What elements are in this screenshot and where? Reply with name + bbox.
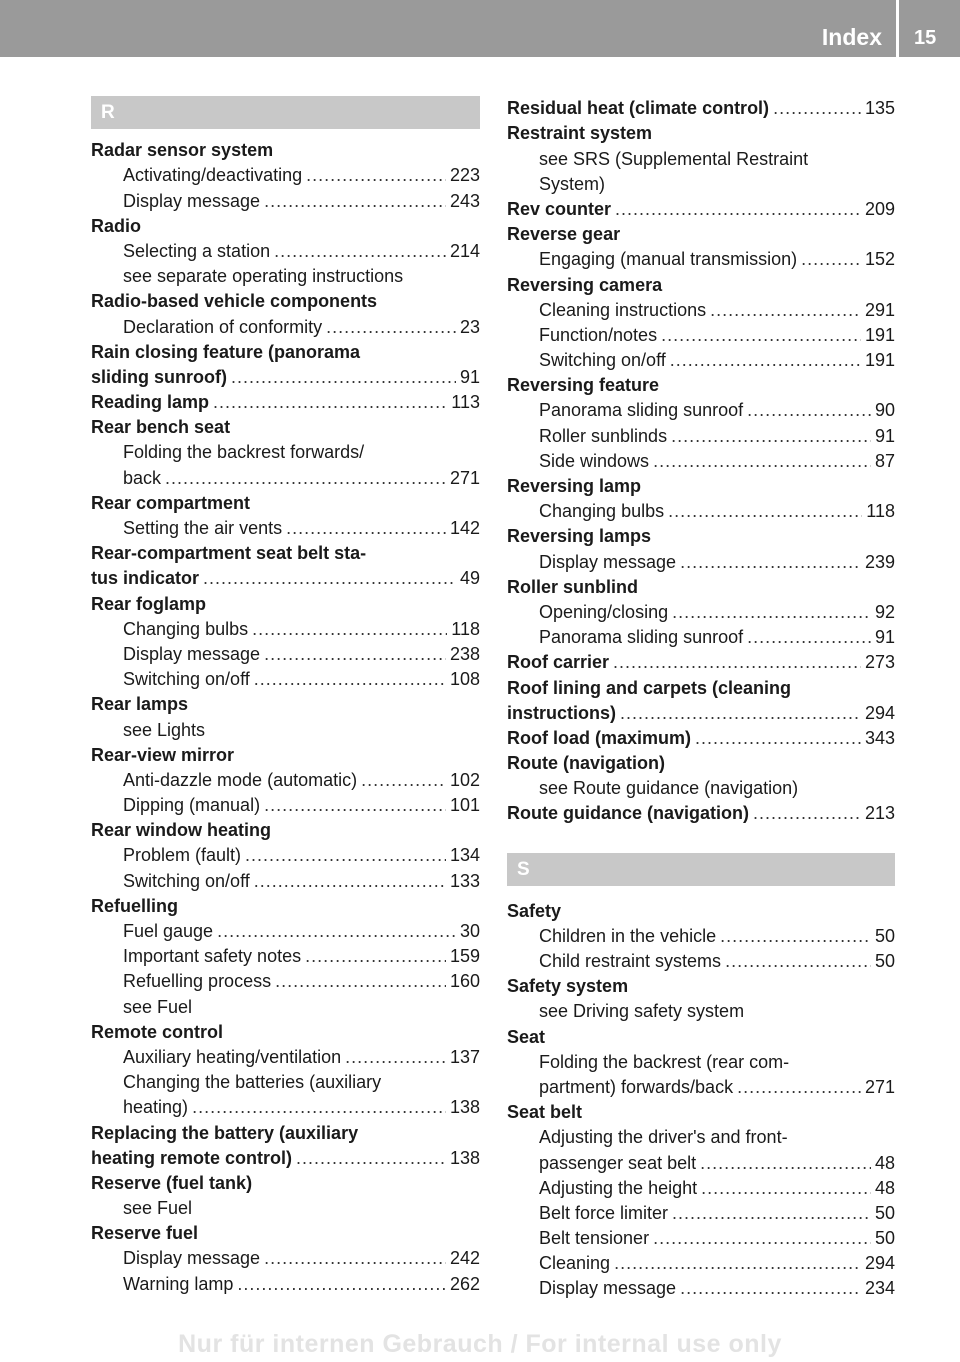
index-entry xyxy=(507,801,895,826)
entry-label: Adjusting the height xyxy=(539,1177,698,1198)
page-reference: 23 xyxy=(459,316,480,337)
entry-label: Function/notes xyxy=(539,324,658,345)
entry-label: see separate operating instructions xyxy=(123,266,404,287)
page-reference: 152 xyxy=(864,249,895,270)
leader-dots xyxy=(747,625,871,650)
letter-heading: S xyxy=(507,853,895,886)
index-subentry xyxy=(91,1070,480,1095)
index-entry xyxy=(91,365,480,390)
leader-dots xyxy=(720,924,871,949)
index-subentry xyxy=(507,1150,895,1175)
page-reference: 239 xyxy=(864,551,895,572)
index-subentry xyxy=(91,667,480,692)
page-reference: 50 xyxy=(874,1202,895,1223)
index-entry xyxy=(91,138,480,163)
index-entry xyxy=(507,272,895,297)
page-reference: 294 xyxy=(864,702,895,723)
entry-label: see SRS (Supplemental Restraint xyxy=(539,148,809,169)
page-reference: 343 xyxy=(864,727,895,748)
leader-dots xyxy=(773,96,861,121)
index-subentry xyxy=(507,449,895,474)
entry-label: Engaging (manual transmission) xyxy=(539,249,798,270)
entry-label: Route (navigation) xyxy=(507,753,665,774)
entry-label: Route guidance (navigation) xyxy=(507,803,750,824)
index-subentry xyxy=(507,1226,895,1251)
letter-heading: R xyxy=(91,96,480,129)
leader-dots xyxy=(286,516,446,541)
index-subentry xyxy=(507,298,895,323)
index-subentry xyxy=(507,776,895,801)
index-entry xyxy=(507,675,895,700)
index-entry xyxy=(507,701,895,726)
leader-dots xyxy=(217,919,456,944)
entry-label: see Route guidance (navigation) xyxy=(539,778,799,799)
entry-label: Residual heat (climate control) xyxy=(507,98,770,119)
page-reference: 234 xyxy=(864,1278,895,1299)
page-reference: 49 xyxy=(459,568,480,589)
entry-label: Panorama sliding sunroof xyxy=(539,400,744,421)
index-subentry xyxy=(91,188,480,213)
entry-label: Rear-compartment seat belt sta- xyxy=(91,543,367,564)
index-entry xyxy=(507,751,895,776)
entry-label: Reversing feature xyxy=(507,375,660,396)
entry-label: Rev counter xyxy=(507,198,612,219)
entry-label: Radar sensor system xyxy=(91,140,274,161)
leader-dots xyxy=(653,1226,871,1251)
entry-label: Safety system xyxy=(507,976,629,997)
entry-label: Seat belt xyxy=(507,1102,583,1123)
entry-label: Folding the backrest forwards/ xyxy=(123,442,365,463)
index-subentry xyxy=(91,919,480,944)
page-reference: 291 xyxy=(864,299,895,320)
page-reference: 294 xyxy=(864,1253,895,1274)
entry-label: see Driving safety system xyxy=(539,1001,745,1022)
index-entry xyxy=(91,818,480,843)
index-entry xyxy=(507,1024,895,1049)
index-subentry xyxy=(91,314,480,339)
page-reference: 91 xyxy=(459,366,480,387)
leader-dots xyxy=(345,1045,446,1070)
entry-label: Replacing the battery (auxiliary xyxy=(91,1122,359,1143)
leader-dots xyxy=(671,424,871,449)
leader-dots xyxy=(245,843,446,868)
index-subentry xyxy=(507,600,895,625)
entry-label: instructions) xyxy=(507,702,617,723)
leader-dots xyxy=(165,466,446,491)
entry-label: Child restraint systems xyxy=(539,951,722,971)
index-entry xyxy=(507,373,895,398)
leader-dots xyxy=(680,550,861,575)
entry-label: Roof lining and carpets (cleaning xyxy=(507,677,792,698)
index-entry xyxy=(91,390,480,415)
leader-dots xyxy=(670,348,861,373)
index-subentry xyxy=(507,172,895,197)
entry-label: Rear bench seat xyxy=(91,417,231,438)
index-subentry xyxy=(507,1201,895,1226)
page-reference: 271 xyxy=(864,1076,895,1097)
page-reference: 243 xyxy=(449,190,480,211)
entry-label: back xyxy=(123,467,162,488)
page-reference: 87 xyxy=(874,450,895,471)
entry-label: Declaration of conformity xyxy=(123,316,323,337)
leader-dots xyxy=(213,390,447,415)
leader-dots xyxy=(701,1176,871,1201)
entry-label: passenger seat belt xyxy=(539,1152,697,1173)
index-entry xyxy=(507,898,895,923)
index-subentry xyxy=(507,549,895,574)
index-subentry xyxy=(91,843,480,868)
leader-dots xyxy=(700,1151,871,1176)
leader-dots xyxy=(264,793,446,818)
leader-dots xyxy=(237,1272,446,1297)
page-number: 15 xyxy=(914,27,937,49)
entry-label: Anti-dazzle mode (automatic) xyxy=(123,769,358,790)
index-subentry xyxy=(507,999,895,1024)
page-reference: 142 xyxy=(449,518,480,538)
entry-label: Reverse gear xyxy=(507,224,621,245)
entry-label: Changing the batteries (auxiliary xyxy=(123,1072,382,1093)
page-reference: 160 xyxy=(449,971,480,992)
entry-label: see Fuel xyxy=(123,1198,193,1219)
index-subentry xyxy=(91,1271,480,1296)
index-subentry xyxy=(91,969,480,994)
page-reference: 102 xyxy=(449,769,480,790)
entry-label: Remote control xyxy=(91,1021,224,1042)
page-header xyxy=(0,0,960,57)
page-reference: 191 xyxy=(864,350,895,371)
leader-dots xyxy=(275,969,446,994)
leader-dots xyxy=(753,801,861,826)
entry-label: Dipping (manual) xyxy=(123,795,261,816)
entry-label: Radio-based vehicle components xyxy=(91,291,378,312)
index-entry xyxy=(507,1100,895,1125)
page-reference: 191 xyxy=(864,324,895,345)
page-reference: 48 xyxy=(874,1177,895,1198)
index-entry xyxy=(91,692,480,717)
page-reference: 108 xyxy=(449,669,480,690)
leader-dots xyxy=(305,944,446,969)
index-entry xyxy=(91,1171,480,1196)
entry-label: see Lights xyxy=(123,719,206,740)
index-subentry xyxy=(507,348,895,373)
index-subentry xyxy=(91,465,480,490)
entry-label: Rear lamps xyxy=(91,694,189,715)
leader-dots xyxy=(326,315,456,340)
index-column-right xyxy=(507,96,895,1301)
entry-label: Reversing lamp xyxy=(507,476,642,496)
page-reference: 209 xyxy=(864,198,895,219)
leader-dots xyxy=(254,667,446,692)
watermark: Nur für internen Gebrauch / For internal use only xyxy=(178,1330,782,1358)
leader-dots xyxy=(725,949,871,974)
index-subentry xyxy=(91,994,480,1019)
entry-label: Warning lamp xyxy=(123,1273,234,1294)
leader-dots xyxy=(192,1095,446,1120)
index-subentry xyxy=(91,440,480,465)
index-subentry xyxy=(507,423,895,448)
index-entry xyxy=(91,591,480,616)
index-subentry xyxy=(91,264,480,289)
entry-label: Opening/closing xyxy=(539,601,669,622)
index-subentry xyxy=(91,1246,480,1271)
index-entry xyxy=(507,121,895,146)
index-subentry xyxy=(91,1196,480,1221)
entry-label: System) xyxy=(539,173,606,194)
entry-label: partment) forwards/back xyxy=(539,1076,734,1097)
page-reference: 118 xyxy=(866,501,895,522)
leader-dots xyxy=(747,398,871,423)
entry-label: Changing bulbs xyxy=(539,501,665,522)
index-subentry xyxy=(91,239,480,264)
page-reference: 48 xyxy=(874,1152,895,1173)
index-subentry xyxy=(91,768,480,793)
index-entry xyxy=(507,974,895,999)
leader-dots xyxy=(672,600,871,625)
index-column-left xyxy=(91,96,480,1297)
entry-label: Roller sunblind xyxy=(507,576,639,597)
leader-dots xyxy=(737,1075,861,1100)
index-subentry xyxy=(507,247,895,272)
entry-label: Cleaning instructions xyxy=(539,299,707,320)
leader-dots xyxy=(620,701,861,726)
page-reference: 135 xyxy=(864,98,895,119)
entry-label: Reserve fuel xyxy=(91,1223,199,1244)
page-reference: 242 xyxy=(449,1248,480,1269)
entry-label: Activating/deactivating xyxy=(123,165,303,186)
page-reference: 137 xyxy=(449,1046,480,1067)
entry-label: Selecting a station xyxy=(123,240,271,261)
page-reference: 50 xyxy=(874,1228,895,1249)
page-reference: 223 xyxy=(449,165,480,186)
index-entry xyxy=(91,340,480,365)
index-subentry xyxy=(507,499,895,524)
index-entry xyxy=(507,726,895,751)
leader-dots xyxy=(274,239,446,264)
leader-dots xyxy=(672,1201,871,1226)
page-reference: 213 xyxy=(864,803,895,824)
leader-dots xyxy=(695,726,861,751)
index-subentry xyxy=(507,625,895,650)
entry-label: Reversing camera xyxy=(507,274,663,295)
leader-dots xyxy=(661,323,861,348)
index-subentry xyxy=(91,163,480,188)
entry-label: Side windows xyxy=(539,450,650,471)
index-subentry xyxy=(91,516,480,541)
entry-label: Seat xyxy=(507,1026,546,1047)
page-reference: 30 xyxy=(459,921,480,941)
entry-label: sliding sunroof) xyxy=(91,366,227,387)
entry-label: Cleaning xyxy=(539,1253,611,1274)
entry-label: Reversing lamps xyxy=(507,526,652,547)
entry-label: Changing bulbs xyxy=(123,618,249,639)
entry-label: Rear compartment xyxy=(91,492,251,513)
index-entry xyxy=(91,1020,480,1045)
entry-label: Rear window heating xyxy=(91,820,272,841)
entry-label: Refuelling xyxy=(91,895,179,916)
leader-dots xyxy=(614,1251,861,1276)
leader-dots xyxy=(264,1246,446,1271)
leader-dots xyxy=(231,365,456,390)
page-reference: 118 xyxy=(451,618,480,639)
index-entry xyxy=(91,743,480,768)
page-reference: 91 xyxy=(874,425,895,446)
leader-dots xyxy=(653,449,871,474)
page-reference: 134 xyxy=(449,845,480,866)
entry-label: Display message xyxy=(539,1278,677,1299)
leader-dots xyxy=(615,197,861,222)
index-entry xyxy=(507,474,895,499)
leader-dots xyxy=(668,499,862,524)
index-entry xyxy=(91,491,480,516)
page-reference: 90 xyxy=(874,400,895,421)
entry-label: see Fuel xyxy=(123,996,193,1017)
entry-label: Display message xyxy=(123,190,261,211)
entry-label: Auxiliary heating/ventilation xyxy=(123,1046,342,1067)
entry-label: Display message xyxy=(123,643,261,664)
page-reference: 271 xyxy=(449,467,480,488)
entry-label: Display message xyxy=(123,1248,261,1269)
leader-dots xyxy=(254,869,446,894)
index-entry xyxy=(507,575,895,600)
index-entry xyxy=(91,894,480,919)
leader-dots xyxy=(203,566,456,591)
entry-label: Setting the air vents xyxy=(123,518,283,538)
entry-label: Fuel gauge xyxy=(123,921,214,941)
entry-label: Important safety notes xyxy=(123,946,302,967)
page-reference: 133 xyxy=(449,870,480,891)
index-subentry xyxy=(507,1075,895,1100)
index-subentry xyxy=(91,642,480,667)
entry-label: Children in the vehicle xyxy=(539,925,717,946)
index-entry xyxy=(507,650,895,675)
index-entry xyxy=(91,214,480,239)
index-subentry xyxy=(507,949,895,974)
entry-label: Folding the backrest (rear com- xyxy=(539,1051,790,1072)
index-entry xyxy=(91,1221,480,1246)
index-subentry xyxy=(507,1050,895,1075)
entry-label: Display message xyxy=(539,551,677,572)
index-entry xyxy=(507,524,895,549)
entry-label: Switching on/off xyxy=(123,669,250,690)
page-reference: 238 xyxy=(449,643,480,664)
page-reference: 159 xyxy=(449,946,480,967)
page-reference: 50 xyxy=(874,925,895,946)
page-reference: 92 xyxy=(874,601,895,622)
entry-label: Radio xyxy=(91,215,142,236)
leader-dots xyxy=(613,650,861,675)
index-subentry xyxy=(91,944,480,969)
entry-label: Roof carrier xyxy=(507,652,610,673)
index-subentry xyxy=(507,1176,895,1201)
entry-label: Refuelling process xyxy=(123,971,272,992)
leader-dots xyxy=(296,1146,446,1171)
entry-label: Panorama sliding sunroof xyxy=(539,627,744,648)
page-reference: 138 xyxy=(449,1097,480,1118)
entry-label: Problem (fault) xyxy=(123,845,242,866)
index-entry xyxy=(91,289,480,314)
leader-dots xyxy=(710,298,861,323)
leader-dots xyxy=(306,163,446,188)
entry-label: Belt force limiter xyxy=(539,1202,669,1223)
entry-label: tus indicator xyxy=(91,568,200,589)
header-divider xyxy=(896,0,899,57)
entry-label: Rear foglamp xyxy=(91,593,207,614)
entry-label: Switching on/off xyxy=(123,870,250,891)
entry-label: heating remote control) xyxy=(91,1147,293,1168)
index-subentry xyxy=(507,1251,895,1276)
index-entry xyxy=(91,1120,480,1145)
index-subentry xyxy=(91,868,480,893)
index-subentry xyxy=(91,1045,480,1070)
leader-dots xyxy=(252,617,447,642)
leader-dots xyxy=(264,189,446,214)
page-reference: 214 xyxy=(449,240,480,261)
index-subentry xyxy=(507,1276,895,1301)
page-reference: 273 xyxy=(864,652,895,673)
index-subentry xyxy=(507,323,895,348)
entry-label: Reserve (fuel tank) xyxy=(91,1172,253,1193)
index-entry xyxy=(91,415,480,440)
page-reference: 101 xyxy=(449,795,480,816)
index-entry xyxy=(507,197,895,222)
index-subentry xyxy=(507,146,895,171)
page-reference: 113 xyxy=(451,392,480,413)
leader-dots xyxy=(264,642,446,667)
leader-dots xyxy=(680,1276,861,1301)
index-subentry xyxy=(91,617,480,642)
entry-label: Roof load (maximum) xyxy=(507,727,692,748)
entry-label: Restraint system xyxy=(507,123,653,144)
index-entry xyxy=(91,566,480,591)
index-subentry xyxy=(507,1125,895,1150)
entry-label: Belt tensioner xyxy=(539,1228,650,1249)
entry-label: Adjusting the driver's and front- xyxy=(539,1127,788,1148)
section-title: Index xyxy=(821,24,882,50)
entry-label: heating) xyxy=(123,1097,189,1118)
entry-label: Safety xyxy=(507,900,562,921)
index-entry xyxy=(91,1146,480,1171)
page-reference: 138 xyxy=(449,1147,480,1168)
index-subentry xyxy=(91,1095,480,1120)
index-subentry xyxy=(507,924,895,949)
entry-label: Rear-view mirror xyxy=(91,744,235,765)
page-reference: 50 xyxy=(874,951,895,971)
entry-label: Rain closing feature (panorama xyxy=(91,341,361,362)
page-reference: 262 xyxy=(449,1273,480,1294)
index-entry xyxy=(91,541,480,566)
entry-label: Switching on/off xyxy=(539,350,666,371)
entry-label: Roller sunblinds xyxy=(539,425,668,446)
leader-dots xyxy=(361,768,446,793)
page-reference: 91 xyxy=(874,627,895,648)
index-subentry xyxy=(91,717,480,742)
index-subentry xyxy=(507,398,895,423)
index-subentry xyxy=(91,793,480,818)
index-entry xyxy=(507,96,895,121)
leader-dots xyxy=(801,247,861,272)
index-entry xyxy=(507,222,895,247)
entry-label: Reading lamp xyxy=(91,392,210,413)
